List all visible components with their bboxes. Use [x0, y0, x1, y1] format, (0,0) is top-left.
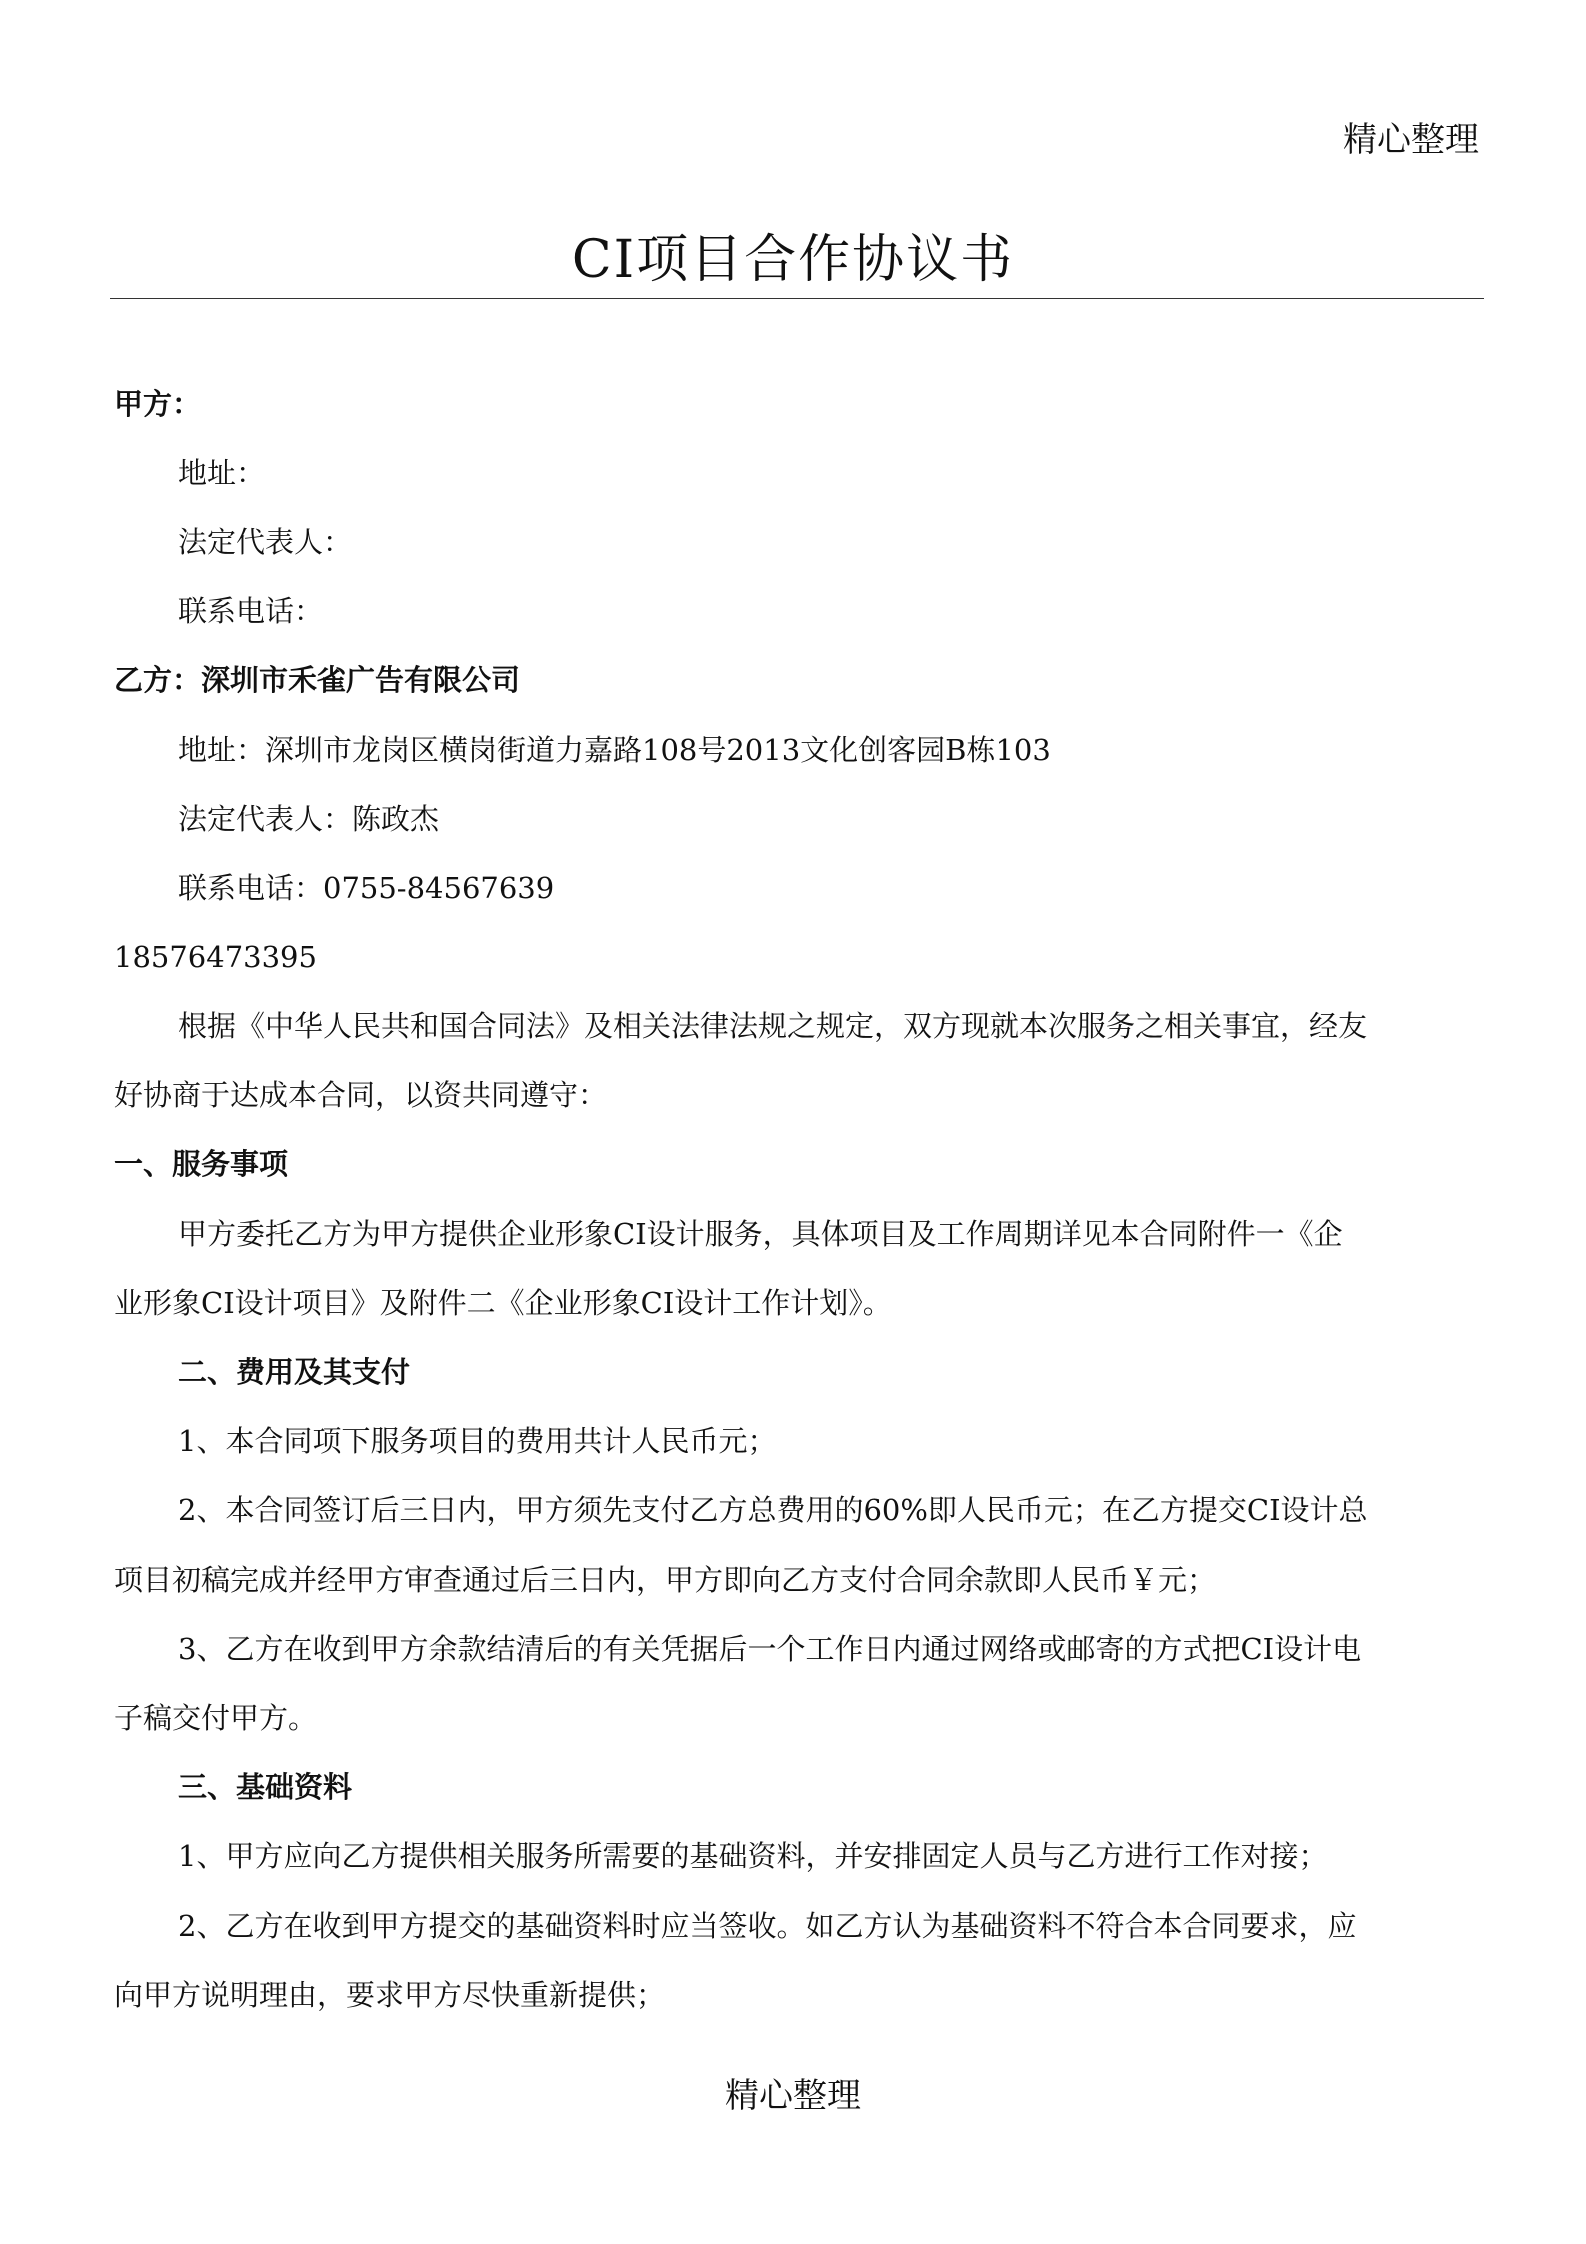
- party-b-legal-rep: 法定代表人：陈政杰: [178, 802, 440, 836]
- party-a-label: 甲方：: [114, 387, 202, 421]
- section-3-item-2-line-2: 向甲方说明理由，要求甲方尽快重新提供；: [114, 1978, 666, 2012]
- section-2-item-2-line-1: 2、本合同签订后三日内，甲方须先支付乙方总费用的60%即人民币元；在乙方提交CI设计总: [178, 1493, 1368, 1527]
- section-2-item-1: 1、本合同项下服务项目的费用共计人民币元；: [178, 1424, 777, 1458]
- section-2-item-3-line-1: 3、乙方在收到甲方余款结清后的有关凭据后一个工作日内通过网络或邮寄的方式把CI设计电: [178, 1632, 1362, 1666]
- section-1-heading: 一、服务事项: [114, 1147, 289, 1181]
- section-3-item-1: 1、甲方应向乙方提供相关服务所需要的基础资料，并安排固定人员与乙方进行工作对接；: [178, 1839, 1328, 1873]
- section-2-heading: 二、费用及其支付: [178, 1355, 411, 1389]
- party-a-legal-rep: 法定代表人：: [178, 525, 353, 559]
- section-2-item-3-line-2: 子稿交付甲方。: [114, 1701, 318, 1735]
- party-b-address: 地址：深圳市龙岗区横岗街道力嘉路108号2013文化创客园B栋103: [178, 733, 1051, 767]
- section-1-line-1: 甲方委托乙方为甲方提供企业形象CI设计服务，具体项目及工作周期详见本合同附件一《企: [178, 1217, 1343, 1251]
- section-2-item-2-line-2: 项目初稿完成并经甲方审查通过后三日内，甲方即向乙方支付合同余款即人民币￥元；: [114, 1563, 1217, 1597]
- header-note: 精心整理: [1343, 120, 1479, 160]
- party-a-address: 地址：: [178, 456, 266, 490]
- party-b-label: 乙方：深圳市禾雀广告有限公司: [114, 663, 521, 697]
- section-1-line-2: 业形象CI设计项目》及附件二《企业形象CI设计工作计划》。: [114, 1286, 892, 1320]
- intro-line-2: 好协商于达成本合同，以资共同遵守：: [114, 1078, 608, 1112]
- title-divider: [110, 298, 1484, 299]
- party-b-mobile: 18576473395: [114, 940, 317, 974]
- section-3-heading: 三、基础资料: [178, 1770, 353, 1804]
- document-title: CI项目合作协议书: [571, 230, 1015, 290]
- footer-note: 精心整理: [725, 2076, 861, 2116]
- party-a-phone: 联系电话：: [178, 594, 324, 628]
- party-b-phone: 联系电话：0755-84567639: [178, 871, 555, 905]
- section-3-item-2-line-1: 2、乙方在收到甲方提交的基础资料时应当签收。如乙方认为基础资料不符合本合同要求，应: [178, 1909, 1357, 1943]
- intro-line-1: 根据《中华人民共和国合同法》及相关法律法规之规定，双方现就本次服务之相关事宜，经友: [178, 1009, 1368, 1043]
